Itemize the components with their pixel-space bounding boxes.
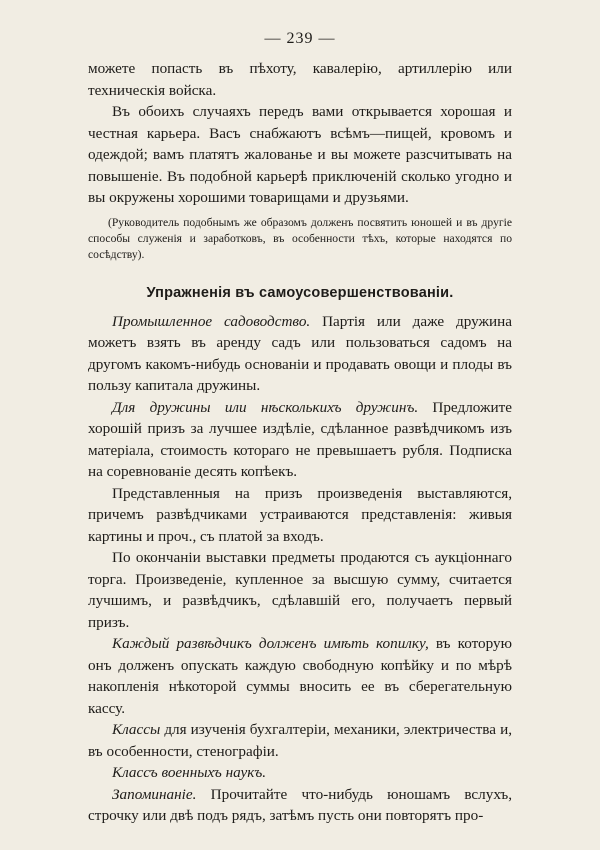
exercise-text: въ которую онъ долженъ опускать каждую свободную копѣйку и по мѣрѣ накопленія нѣкоторой суммы вносить ее въ сберегательную кассу. (88, 635, 512, 717)
exercise-gardening (88, 311, 512, 397)
exercise-title: Каждый развѣдчикъ долженъ имѣть копилку, (112, 635, 429, 652)
exercise-exhibition: Представленныя на призъ произведенія выставляются, причемъ развѣдчиками устраиваются представленія: живыя картины и проч., съ платой за входъ. (88, 484, 512, 545)
exercise-title: Классы (112, 721, 161, 738)
exercise-title: Для дружины или нѣсколькихъ дружинъ. (112, 398, 419, 416)
exercise-title: Классъ военныхъ наукъ. (112, 764, 267, 781)
paragraph-career: Въ обоихъ случаяхъ передъ вами открывается хорошая и честная карьера. Васъ снабжаютъ всѣмъ—пищей, кровомъ и одеждой; вамъ платятъ жалованье и вы можете разсчитывать на повышеніе. Въ подобной карьерѣ приключеній сколько угодно и вы окружены хорошими товарищами и друзьями. (88, 103, 512, 206)
exercise-text: Прочитайте что-нибудь юношамъ вслухъ, строчку или двѣ подъ рядъ, затѣмъ пусть они повторятъ про- (88, 785, 512, 824)
exercise-memorization (88, 784, 512, 827)
exercise-text: Партія или даже дружина можетъ взять въ аренду садъ или пользоваться садомъ на другомъ какомъ-нибудь основаніи и продавать овощи и плоды въ пользу капитала дружины. (88, 312, 512, 394)
paragraph-continuation: можете попасть въ пѣхоту, кавалерію, артиллерію или техническія войска. (88, 60, 512, 99)
exercise-piggy-bank (88, 633, 512, 719)
exercise-title: Запоминаніе. (112, 785, 197, 803)
exercise-classes (88, 719, 512, 762)
exercise-auction: По окончаніи выставки предметы продаются съ аукціоннаго торга. Произведеніе, купленное за высшую сумму, считается лучшимъ, и развѣдчикъ, сдѣлавшій его, получаетъ первый призъ. (88, 549, 512, 631)
exercise-title: Промышленное садоводство. (112, 312, 311, 330)
exercise-military-class (88, 762, 512, 784)
leader-note: (Руководитель подобнымъ же образомъ долженъ посвятить юношей и въ другіе способы служенія и заработковъ, въ особенности тѣхъ, которые находятся по сосѣдству). (88, 215, 512, 261)
exercise-text: Предложите хорошій призъ за лучшее издѣліе, сдѣланное развѣдчикомъ изъ матеріала, стоимость котораго не превышаетъ рубля. Подписка на соревнованіе десять копѣекъ. (88, 398, 512, 480)
page-number: — 239 — (264, 30, 336, 47)
exercise-prize (88, 397, 512, 483)
exercise-text: для изученія бухгалтеріи, механики, электричества и, въ особенности, стенографіи. (88, 721, 512, 760)
section-heading: Упражненія въ самоусовершенствованіи. (146, 284, 454, 301)
